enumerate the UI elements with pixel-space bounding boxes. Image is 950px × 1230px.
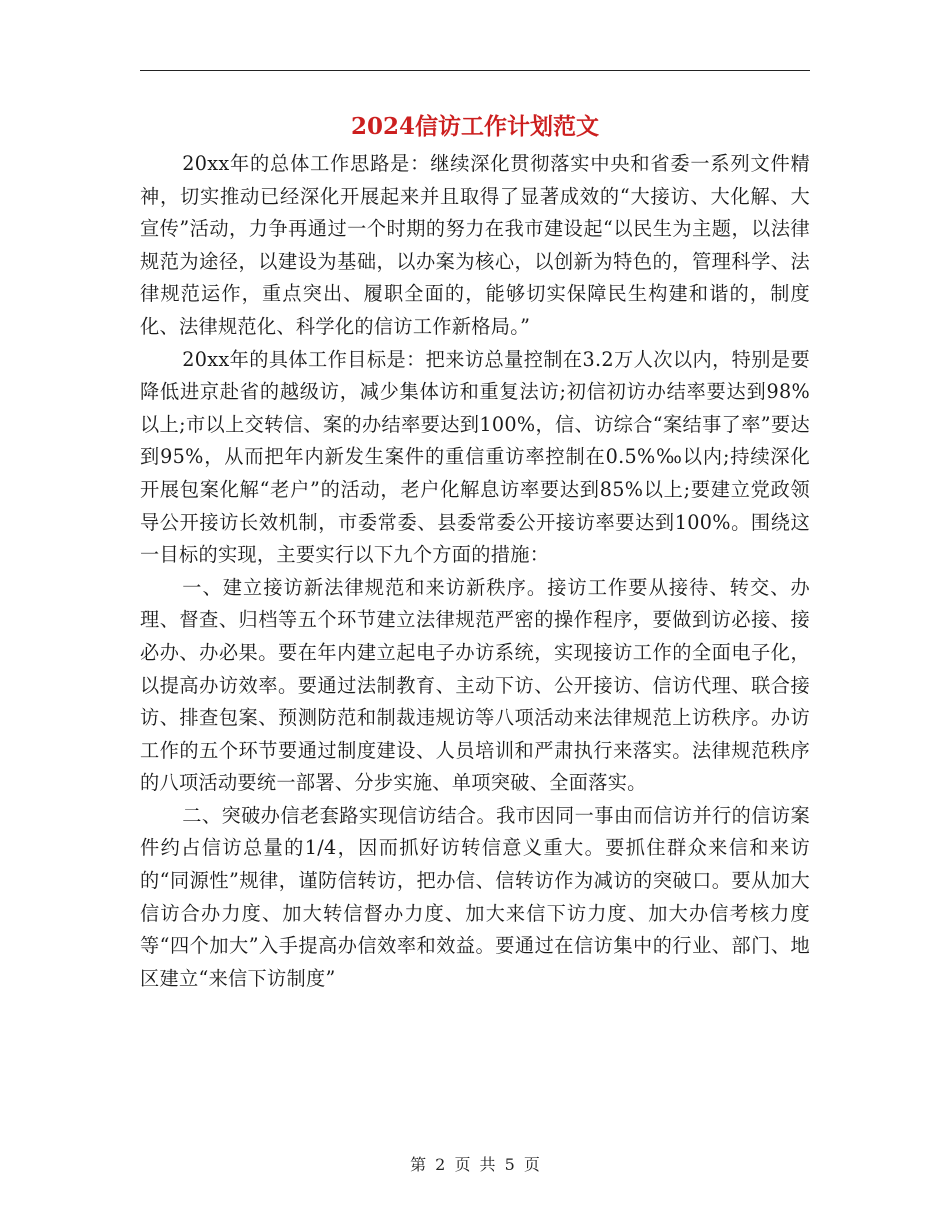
document-body [140,148,810,995]
page-number-footer: 第 2 页 共 5 页 [410,1155,540,1174]
paragraph-measure-one: 一、建立接访新法律规范和来访新秩序。接访工作要从接待、转交、办理、督查、归档等五个环节建立法律规范严密的操作程序，要做到访必接、接必办、办必果。要在年内建立起电子办访系统，实现接访工作的全面电子化，以提高办访效率。要通过法制教育、主动下访、公开接访、信访代理、联合接访、排查包案、预测防范和制裁违规访等八项活动来法律规范上访秩序。办访工作的五个环节要通过制度建设、人员培训和严肃执行来落实。法律规范秩序的八项活动要统一部署、分步实施、单项突破、全面落实。 [140,575,810,795]
header-rule [140,70,810,71]
paragraph-work-targets: 20xx年的具体工作目标是：把来访总量控制在3.2万人次以内，特别是要降低进京赴省的越级访，减少集体访和重复法访;初信初访办结率要达到98%以上;市以上交转信、案的办结率要达到100%，信、访综合“案结事了率”要达到95%，从而把年内新发生案件的重信重访率控制在0.5%‰以内;持续深化开展包案化解“老户”的活动，老户化解息访率要达到85%以上;要建立党政领导公开接访长效机制，市委常委、县委常委公开接访率要达到100%。围绕这一目标的实现，主要实行以下九个方面的措施： [140,347,810,567]
paragraph-overall-approach: 20xx年的总体工作思路是：继续深化贯彻落实中央和省委一系列文件精神，切实推动已经深化开展起来并且取得了显著成效的“大接访、大化解、大宣传”活动，力争再通过一个时期的努力在我市建设起“以民生为主题，以法律规范为途径，以建设为基础，以办案为核心，以创新为特色的，管理科学、法律规范运作，重点突出、履职全面的，能够切实保障民生构建和谐的，制度化、法律规范化、科学化的信访工作新格局。” [140,152,810,338]
document-title: 2024信访工作计划范文 [350,113,599,140]
paragraph-measure-two: 二、突破办信老套路实现信访结合。我市因同一事由而信访并行的信访案件约占信访总量的1/4，因而抓好访转信意义重大。要抓住群众来信和来访的“同源性”规律，谨防信转访，把办信、信转访作为减访的突破口。要从加大信访合办力度、加大转信督办力度、加大来信下访力度、加大办信考核力度等“四个加大”入手提高办信效率和效益。要通过在信访集中的行业、部门、地区建立“来信下访制度” [140,803,810,990]
